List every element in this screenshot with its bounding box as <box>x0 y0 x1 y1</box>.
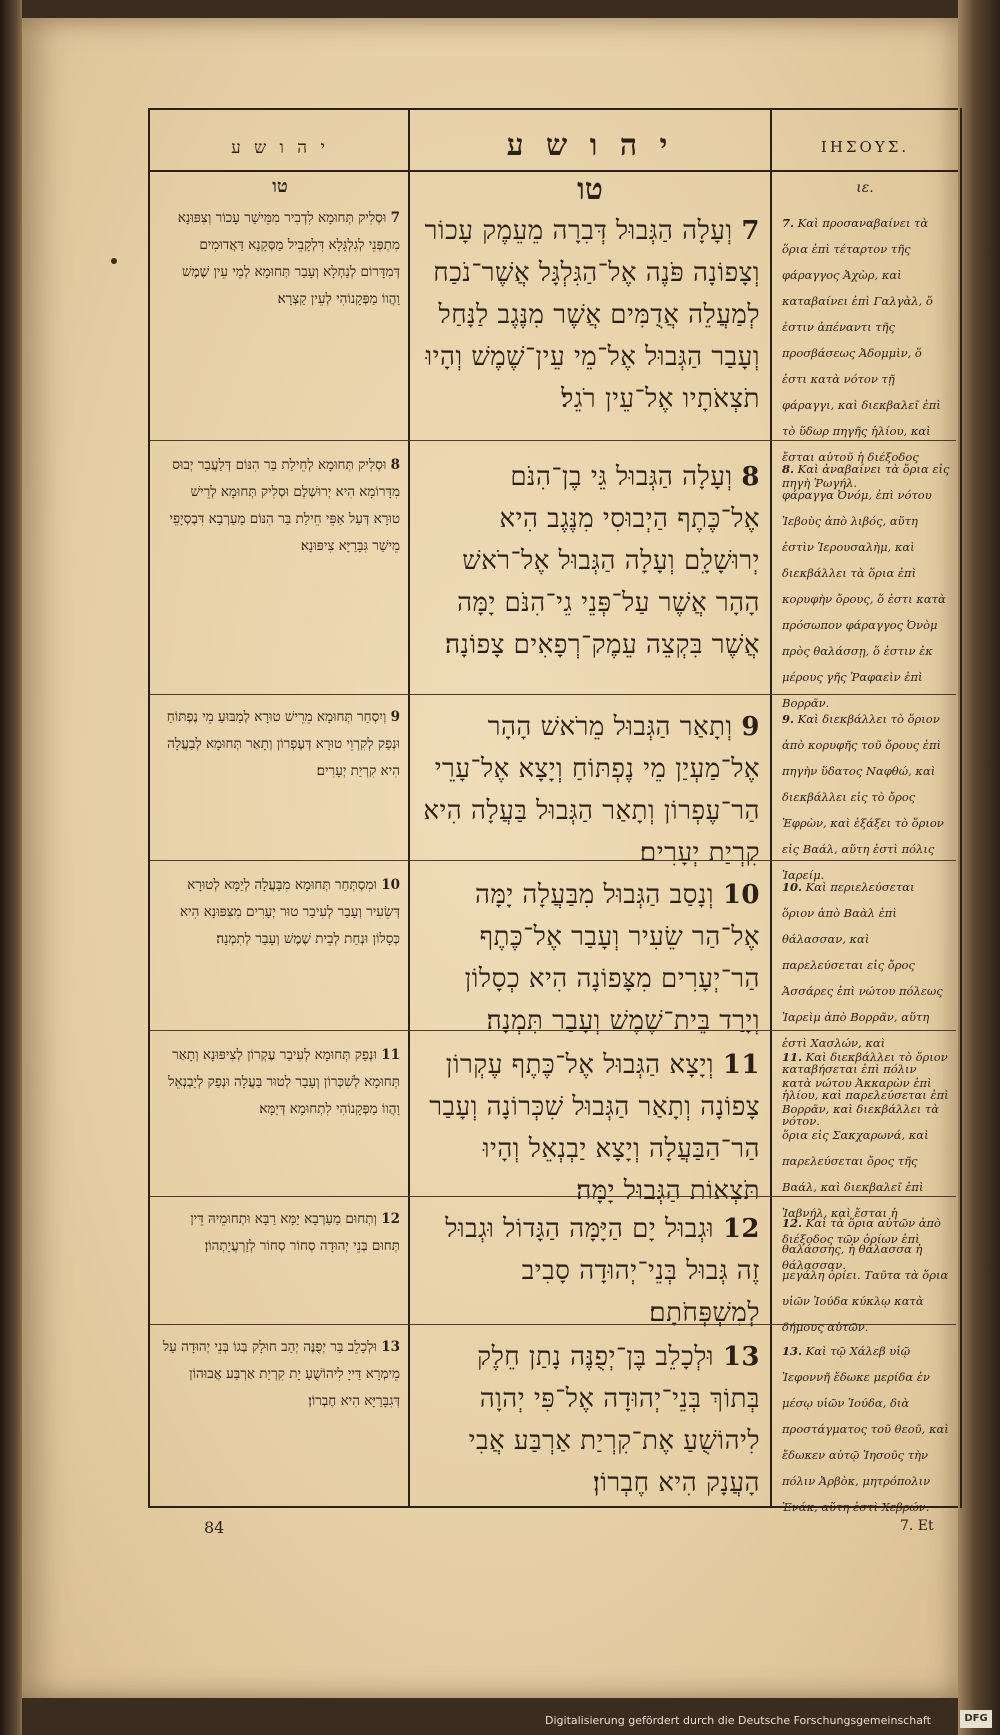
verse-number: 13 <box>381 1339 400 1355</box>
hebrew-verse <box>420 706 760 874</box>
verse-number: 10 <box>381 877 400 893</box>
hebrew-verse <box>420 1208 760 1334</box>
verse-number: 11 <box>381 1047 400 1063</box>
divider-left-center <box>408 108 410 1508</box>
divider-center-right <box>770 108 772 1508</box>
verse-text: וּנְפַק תְּחוּמָא לְעִיבַר עֶקְרוֹן לְצִיפּוּנָא וְתָאַר תְּחוּמָא לְשִׁכְּרוֹן וְעָבַר לְטוּר בַּעֲלָה וּנְפַק לְיַבְנְאֵל וַהֲווֹ מַפְּקָנוֹהִי לִתְחוּמָא דְּיַמָּא׃ <box>168 1047 400 1117</box>
hebrew-verse <box>420 1336 760 1504</box>
verse-text: Καὶ διεκβάλλει τὸ ὅριον ἀπὸ κορυφῆς τοῦ ὄρους ἐπὶ πηγὴν ὕδατος Ναφθώ, καὶ διεκβάλλει εἰς τὸ ὄρος Ἐφρὼν, καὶ ἐξάξει τὸ ὅριον εἰς Βαάλ, αὕτη ἐστὶ πόλις Ἰαρείμ. <box>782 712 944 882</box>
targum-verse <box>162 1206 400 1260</box>
verse-text: וְיָצָא הַגְּבוּל אֶל־כֶּתֶף עֶקְרוֹן צָפוֹנָה וְתָאַר הַגְּבוּל שִׁכְּרוֹנָה וְעָבַר הַר־הַבַּעֲלָה וְיָצָא יַבְנְאֵל וְהָיוּ תֹּצְאוֹת הַגְּבוּל יָמָּה׃ <box>429 1050 760 1206</box>
verse-number: 7. <box>782 216 795 230</box>
verse-number: 11 <box>722 1050 760 1080</box>
hebrew-verse <box>420 456 760 666</box>
verse-number: 7 <box>390 210 400 226</box>
verse-text: Καὶ ἀναβαίνει τὰ ὅρια εἰς φάραγγα Ὀνόμ, ἐπὶ νότου Ἰεβοὺς ἀπὸ λιβός, αὕτη ἐστὶν Ἱερουσαλὴμ, καὶ διεκβάλλει τὰ ὅρια ἐπὶ κορυφὴν ὄρους, ὅ ἐστι κατὰ πρόσωπον φάραγγος Ὀνὸμ πρὸς θαλάσσῃ, ὅ ἐστιν ἐκ μέρους γῆς Ῥαφαεὶν ἐπὶ Βορρᾶν. <box>782 462 950 710</box>
targum-verse <box>162 452 400 560</box>
greek-verse <box>782 210 950 496</box>
greek-verse <box>782 456 950 716</box>
verse-text: וּסְלִיק תְּחוּמָא לְחֵילַת בַּר הִנּוֹם דְּלַעֲבַר יְבוּס מִדָּרוֹמָא הִיא יְרוּשְׁלֶם וּסְלִיק תְּחוּמָא לְרֵישׁ טוּרָא דְּעַל אַפֵּי חֵילַת בַּר הִנּוֹם מַעַרְבָא דִּבְסְיָפֵי מֵישַׁר גִּבָּרַיָּא צִיפּוּנָא׃ <box>169 457 400 554</box>
page-number: 84 <box>204 1518 225 1537</box>
top-rule <box>148 108 958 110</box>
row-rule <box>150 1324 956 1325</box>
verse-text: וְתְחוּם מַעַרְבָא יַמָּא רַבָּא וּתְחוּמֵיהּ דֵּין תְּחוּם בְּנֵי יְהוּדָה סְחוֹר סְחוֹר לְזַרְעֲיָתְהוֹן׃ <box>190 1211 400 1254</box>
verse-text: וּגְבוּל יָם הַיָּמָּה הַגָּדוֹל וּגְבוּל זֶה גְּבוּל בְּנֵי־יְהוּדָה סָבִיב לְמִשְׁפְּחֹתָם׃ <box>445 1214 760 1328</box>
targum-verse <box>162 205 400 313</box>
verse-number: 9. <box>782 712 795 726</box>
row-rule <box>150 694 956 695</box>
row-rule <box>150 1196 956 1197</box>
targum-verse <box>162 1334 400 1415</box>
greek-verse <box>782 1338 950 1520</box>
targum-verse <box>162 872 400 953</box>
header-left-targum: י ה ו ש ע <box>231 138 329 158</box>
verse-text: וְעָלָה הַגְּבוּל דְּבִרָה מֵעֵמֶק עָכוֹר וְצָפוֹנָה פֹּנֶה אֶל־הַגִּלְגָּל אֲשֶׁר־נֹכַח לְמַעֲלֵה אֲדֻמִּים אֲשֶׁר מִנֶּגֶב לַנָּחַל וְעָבַר הַגְּבוּל אֶל־מֵי עֵין־שֶׁמֶשׁ וְהָיוּ תֹצְאֹתָיו אֶל־עֵין רֹגֵל׃ <box>424 216 760 414</box>
verse-number: 10 <box>722 880 760 910</box>
chapter-right: ιε. <box>856 180 874 196</box>
verse-number: 11. <box>782 1050 803 1064</box>
verse-text: וּסְלִיק תְּחוּמָא לִדְבִיר מִמֵּישַׁר עָכוֹר וְצִפּוּנָא מִתְפְּנֵי לְגִלְגָּלָא דִּלְקָבֵיל מַסְּקָנָא דַּאֲדוּמִים דְּמִדָּרוֹם לְנַחְלָא וְעָבַר תְּחוּמָא לְמֵי עֵין שֶׁמֶשׁ וַהֲווֹ מַפְּקָנוֹהִי לְעֵין קַצְרָא׃ <box>177 210 400 307</box>
chapter-left: טו <box>272 176 288 197</box>
verse-number: 7 <box>741 216 760 246</box>
verse-text: וּלְכָלֵב בַּר יְפֻנֶּה יְהַב חוּלָק בְּגוֹ בְּנֵי יְהוּדָה עַל מֵימְרָא דַּייָ לִיהוֹשֻׁעַ יָת קִרְיַת אַרְבַּע אֲבוּהוֹן דְּגִבָּרַיָּא הִיא חֶבְרוֹן׃ <box>162 1339 400 1409</box>
verse-text: Καὶ τῷ Χάλεβ υἱῷ Ἰεφοννῆ ἔδωκε μερίδα ἐν μέσῳ υἱῶν Ἰούδα, διὰ προστάγματος τοῦ θεοῦ, καὶ ἔδωκεν αὐτῷ Ἰησοῦς τὴν πόλιν Ἀρβὸκ, μητρόπολιν Ἐνάκ, αὕτη ἐστὶ Χεβρών. <box>782 1344 949 1514</box>
verse-number: 8 <box>390 457 400 473</box>
verse-number: 12. <box>782 1216 803 1230</box>
verse-text: Καὶ προσαναβαίνει τὰ ὅρια ἐπὶ τέταρτον τῆς φάραγγος Ἀχὼρ, καὶ καταβαίνει ἐπὶ Γαλγὰλ, ὅ ἐστιν ἀπέναντι τῆς προσβάσεως Ἀδομμὶν, ὅ ἐστι κατὰ νότον τῇ φάραγγι, καὶ διεκβαλεῖ ἐπὶ τὸ ὕδωρ πηγῆς ἡλίου, καὶ ἔσται αὐτοῦ ἡ διέξοδος πηγὴ Ῥωγήλ. <box>782 216 941 490</box>
chapter-center: טו <box>577 172 603 207</box>
verse-text: וְיִסְחַר תְּחוּמָא מֵרֵישׁ טוּרָא לְמַבּוּעַ מֵי נֶפְתּוֹחַ וּנְפַק לְקִרְוֵי טוּרָא דְּעֶפְרוֹן וְתָאַר תְּחוּמָא לְבַעֲלָה הִיא קִרְיַת יְעָרִים׃ <box>166 709 400 779</box>
verse-text: וּמִסְתְּחַר תְּחוּמָא מִבַּעֲלָה לְיַמָּא לְטוּרָא דְּשֵׂעִיר וְעָבַר לְעִיבַר טוּר יְעָרִים מִצִּפּוּנָא הִיא כְּסָלוֹן וּנְחַת לְבֵית שֶׁמֶשׁ וְעָבַר לְתִמְנָה׃ <box>180 877 400 947</box>
verse-number: 8 <box>741 462 760 492</box>
book-edge-right <box>958 0 1000 1735</box>
verse-text: וְתָאַר הַגְּבוּל מֵרֹאשׁ הָהָר אֶל־מַעְיַן מֵי נֶפְתּוֹחַ וְיָצָא אֶל־עָרֵי הַר־עֶפְרוֹן וְתָאַר הַגְּבוּל בַּעֲלָה הִיא קִרְיַת יְעָרִים׃ <box>423 712 760 868</box>
row-rule <box>150 440 956 441</box>
verse-text: Καὶ διεκβάλλει τὸ ὅριον κατὰ νώτου Ἀκκαρὼν ἐπὶ Βορρᾶν, καὶ διεκβάλλει τὰ ὅρια εἰς Σακχαρωνά, καὶ παρελεύσεται ὄρος τῆς Βαάλ, καὶ διεκβαλεῖ ἐπὶ Ἰαβνήλ, καὶ ἔσται ἡ διέξοδος τῶν ὁρίων ἐπὶ θάλασσαν. <box>782 1050 948 1272</box>
hebrew-verse <box>420 210 760 420</box>
targum-verse <box>162 704 400 785</box>
verse-number: 12 <box>722 1214 760 1244</box>
verse-text: וְנָסַב הַגְּבוּל מִבַּעֲלָה יָמָּה אֶל־הַר שֵׂעִיר וְעָבַר אֶל־כֶּתֶף הַר־יְעָרִים מִצָּפוֹנָה הִיא כְסָלוֹן וְיָרַד בֵּית־שֶׁמֶשׁ וְעָבַר תִּמְנָה׃ <box>464 880 760 1036</box>
verse-text: Καὶ περιελεύσεται ὅριον ἀπὸ Βαὰλ ἐπὶ θάλασσαν, καὶ παρελεύσεται εἰς ὄρος Ἀσσάρες ἐπὶ νώτου πόλεως Ἰαρεὶμ ἀπὸ Βορρᾶν, αὕτη ἐστὶ Χασλών, καὶ καταβήσεται ἐπὶ πόλιν ἡλίου, καὶ παρελεύσεται ἐπὶ νότον. <box>782 880 949 1128</box>
verse-number: 13. <box>782 1344 803 1358</box>
header-center-hebrew: י ה ו ש ע <box>506 128 674 163</box>
ink-spot <box>111 258 117 264</box>
dfg-logo: DFG <box>960 1710 992 1728</box>
row-rule <box>150 860 956 861</box>
verse-number: 9 <box>741 712 760 742</box>
verse-number: 10. <box>782 880 803 894</box>
targum-verse <box>162 1042 400 1123</box>
verse-text: וּלְכָלֵב בֶּן־יְפֻנֶּה נָתַן חֵלֶק בְּתוֹךְ בְּנֵי־יְהוּדָה אֶל־פִּי יְהוָה לִיהוֹשֻׁעַ אֶת־קִרְיַת אַרְבַּע אֲבִי הָעֲנָק הִיא חֶבְרוֹן׃ <box>468 1342 760 1498</box>
row-rule <box>150 1030 956 1031</box>
catchword: 7. Et <box>900 1518 934 1534</box>
greek-verse <box>782 1210 950 1340</box>
hebrew-verse <box>420 1044 760 1212</box>
hebrew-verse <box>420 874 760 1042</box>
book-edge-left <box>0 0 22 1735</box>
digitization-note: Digitalisierung gefördert durch die Deutsche Forschungsgemeinschaft <box>545 1714 931 1727</box>
verse-text: וְעָלָה הַגְּבוּל גֵּי בֶן־הִנֹּם אֶל־כֶּתֶף הַיְבוּסִי מִנֶּגֶב הִיא יְרוּשָׁלִָם וְעָלָה הַגְּבוּל אֶל־רֹאשׁ הָהָר אֲשֶׁר עַל־פְּנֵי גֵי־הִנֹּם יָמָּה אֲשֶׁר בִּקְצֵה עֵמֶק־רְפָאִים צָפוֹנָה׃ <box>444 462 760 660</box>
verse-text: Καὶ τὰ ὅρια αὐτῶν ἀπὸ θαλάσσης, ἡ θάλασσα ἡ μεγάλη ὁρίει. Ταῦτα τὰ ὅρια υἱῶν Ἰούδα κύκλῳ κατὰ δήμους αὐτῶν. <box>782 1216 949 1334</box>
verse-number: 9 <box>390 709 400 725</box>
verse-number: 8. <box>782 462 795 476</box>
verse-number: 12 <box>381 1211 400 1227</box>
header-right-greek: ΙΗΣΟΥΣ. <box>820 138 910 156</box>
verse-number: 13 <box>722 1342 760 1372</box>
